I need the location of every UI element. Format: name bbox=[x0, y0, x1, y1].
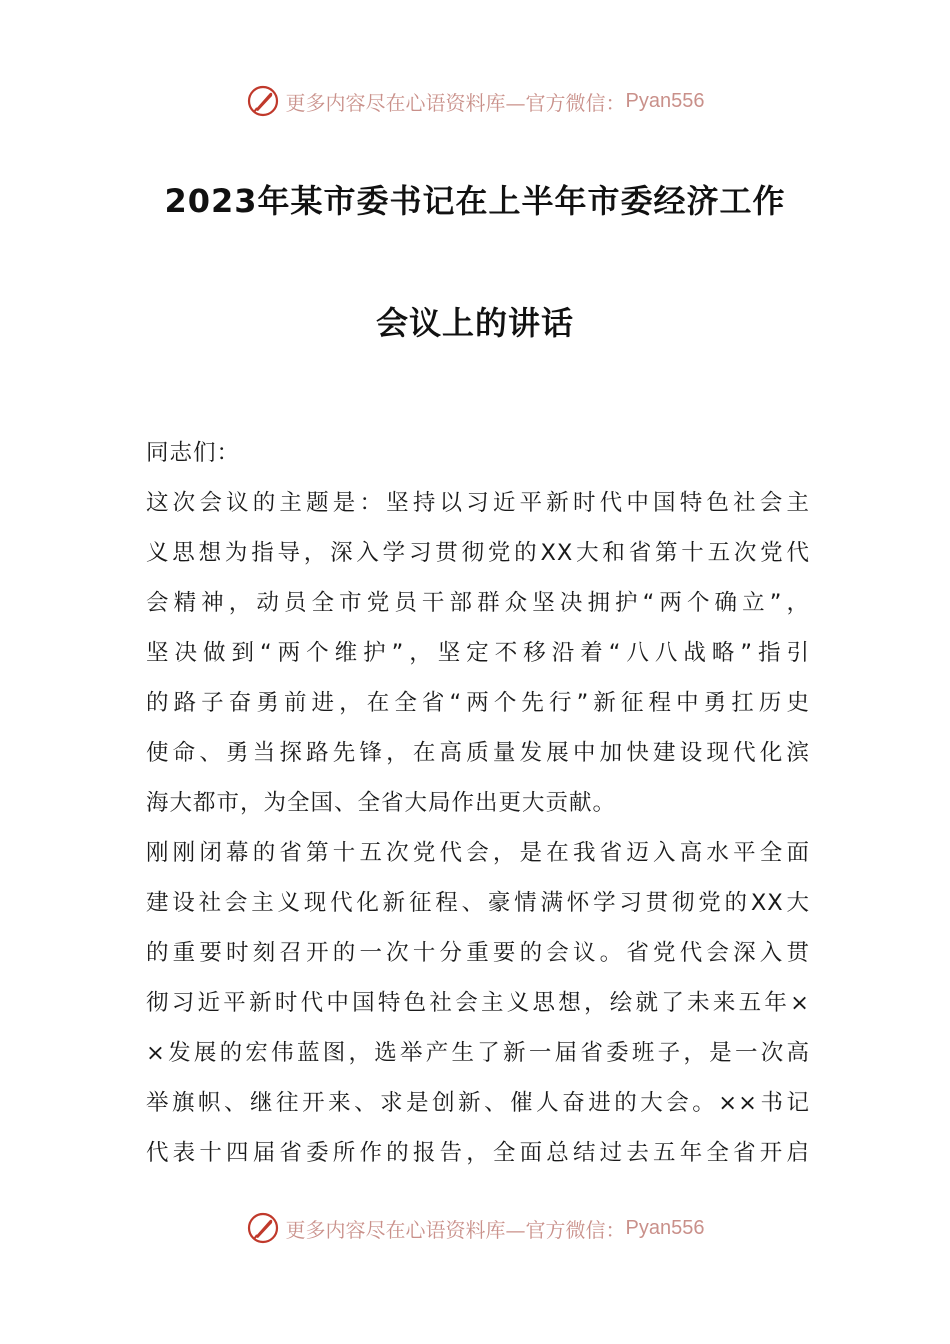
salutation: 同志们： bbox=[146, 440, 241, 466]
body-line: 义思想为指导，深入学习贯彻党的XX大和省第十五次党代 bbox=[146, 540, 810, 566]
quill-logo-icon bbox=[246, 1211, 280, 1245]
body-line: 刚刚闭幕的省第十五次党代会，是在我省迈入高水平全面 bbox=[146, 840, 810, 866]
body-line: 会精神，动员全市党员干部群众坚决拥护“两个确立”， bbox=[146, 590, 810, 616]
body-line: 彻习近平新时代中国特色社会主义思想，绘就了未来五年× bbox=[146, 990, 810, 1016]
document-title-line-2: 会议上的讲话 bbox=[375, 304, 574, 342]
header-watermark bbox=[0, 84, 950, 118]
quill-logo-icon bbox=[246, 84, 280, 118]
footer-watermark bbox=[0, 1211, 950, 1245]
document-body bbox=[146, 428, 810, 1178]
body-line: 这次会议的主题是：坚持以习近平新时代中国特色社会主 bbox=[146, 490, 810, 516]
watermark-code: Pyan556 bbox=[625, 89, 705, 112]
body-line: 坚决做到“两个维护”，坚定不移沿着“八八战略”指引 bbox=[146, 640, 810, 666]
body-line: 举旗帜、继往开来、求是创新、催人奋进的大会。××书记 bbox=[146, 1090, 810, 1116]
watermark-text: 更多内容尽在心语资料库—官方微信： bbox=[285, 1217, 626, 1242]
watermark-code: Pyan556 bbox=[625, 1216, 705, 1239]
body-line: 使命、勇当探路先锋，在高质量发展中加快建设现代化滨 bbox=[146, 740, 810, 766]
body-line: 海大都市，为全国、全省大局作出更大贡献。 bbox=[146, 790, 617, 816]
body-line: 的重要时刻召开的一次十分重要的会议。省党代会深入贯 bbox=[146, 940, 810, 966]
body-line: 的路子奋勇前进，在全省“两个先行”新征程中勇扛历史 bbox=[146, 690, 810, 716]
body-line: 代表十四届省委所作的报告，全面总结过去五年全省开启 bbox=[146, 1140, 810, 1166]
document-title-line-1: 2023年某市委书记在上半年市委经济工作 bbox=[164, 182, 786, 220]
body-line: ×发展的宏伟蓝图，选举产生了新一届省委班子，是一次高 bbox=[146, 1040, 810, 1066]
watermark-text: 更多内容尽在心语资料库—官方微信： bbox=[285, 90, 626, 115]
body-line: 建设社会主义现代化新征程、豪情满怀学习贯彻党的XX大 bbox=[146, 890, 810, 916]
